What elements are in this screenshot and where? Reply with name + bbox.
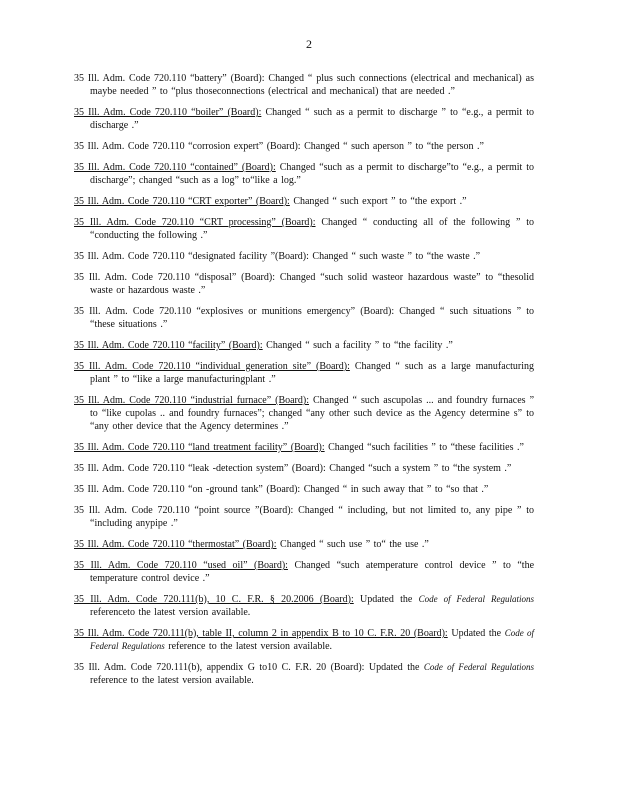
change-entry [74, 216, 534, 242]
entry-text: Updated the [368, 662, 420, 673]
entry-citation: 35 Ill. Adm. Code 720.111(b), table II, column 2 in appendix B to 10 C. F.R. 20 (Board): [74, 628, 448, 639]
change-entry [74, 504, 534, 530]
entry-citation: 35 Ill. Adm. Code 720.111(b), 10 C. F.R. § 20.2006 (Board): [74, 594, 354, 605]
change-entry [74, 72, 534, 98]
change-entry [74, 593, 534, 619]
entry-text: Changed “ such a facility ” to “the facility .” [266, 340, 453, 351]
entry-text: Changed “ plus such connections (electrical and mechanical) as maybe needed ” to “plus thoseconnections (electrical and mechanical) that are needed .” [90, 73, 534, 97]
entry-citation: 35 Ill. Adm. Code 720.110 “industrial furnace” (Board): [74, 395, 309, 406]
entry-text: Changed “ such export ” to “the export .” [293, 196, 467, 207]
entry-text: Changed “ in such away that ” to “so that .” [303, 484, 489, 495]
change-entry [74, 140, 534, 153]
entry-citation: 35 Ill. Adm. Code 720.110 “contained” (Board): [74, 162, 276, 173]
entry-citation: 35 Ill. Adm. Code 720.110 “CRT exporter” (Board): [74, 196, 290, 207]
page-number: 2 [306, 37, 312, 51]
change-entry [74, 161, 534, 187]
regulation-title: Code of Federal Regulations [418, 594, 535, 604]
entry-citation: 35 Ill. Adm. Code 720.110 “on -ground tank” (Board): [74, 484, 301, 495]
entry-citation: 35 Ill. Adm. Code 720.110 “thermostat” (Board): [74, 539, 277, 550]
change-entry [74, 441, 534, 454]
entry-citation: 35 Ill. Adm. Code 720.110 “explosives or munitions emergency” (Board): [74, 306, 395, 317]
entry-text: Changed “ such aperson ” to “the person .” [304, 141, 484, 152]
entry-text: Changed “ conducting all of the following ” to “conducting the following .” [90, 217, 535, 241]
entry-citation: 35 Ill. Adm. Code 720.110 “leak -detection system” (Board): [74, 463, 326, 474]
entry-text: Changed “such a system ” to “the system .” [329, 463, 512, 474]
entry-text-tail: referenceto the latest version available. [90, 607, 251, 618]
entry-citation: 35 Ill. Adm. Code 720.110 “corrosion expert” (Board): [74, 141, 301, 152]
entry-citation: 35 Ill. Adm. Code 720.110 “disposal” (Board): [74, 272, 275, 283]
entry-citation: 35 Ill. Adm. Code 720.110 “designated facility ”(Board): [74, 251, 309, 262]
change-entry [74, 483, 534, 496]
entry-text-tail: reference to the latest version available. [168, 641, 333, 652]
entry-text: Changed “ such situations ” to “these situations .” [90, 306, 535, 330]
entry-citation: 35 Ill. Adm. Code 720.110 “point source ”(Board): [74, 505, 294, 516]
change-entry [74, 538, 534, 551]
change-entry [74, 106, 534, 132]
entry-citation: 35 Ill. Adm. Code 720.110 “boiler” (Board): [74, 107, 262, 118]
entry-text: Changed “such solid wasteor hazardous waste” to “thesolid waste or hazardous waste .” [90, 272, 535, 296]
change-entry [74, 305, 534, 331]
entry-text-tail: reference to the latest version available. [90, 675, 254, 686]
entry-text: Changed “such atemperature control device ” to “the temperature control device .” [90, 560, 535, 584]
entry-citation: 35 Ill. Adm. Code 720.110 “individual generation site” (Board): [74, 361, 350, 372]
entry-text: Changed “ such waste ” to “the waste .” [312, 251, 481, 262]
change-entry [74, 661, 534, 687]
entry-text: Changed “ such ascupolas ... and foundry furnaces ” to “like cupolas .. and foundry furnaces”; changed “any other such device as the Agency determine s” to “any other device that the Agency determines .” [90, 395, 535, 432]
change-entry [74, 360, 534, 386]
entry-citation: 35 Ill. Adm. Code 720.110 “used oil” (Board): [74, 560, 288, 571]
entry-citation: 35 Ill. Adm. Code 720.110 “CRT processing” (Board): [74, 217, 316, 228]
entry-text: Changed “ such as a large manufacturing plant ” to “like a large manufacturingplant .” [90, 361, 535, 385]
change-list [74, 72, 534, 695]
entry-text: Updated the [451, 628, 502, 639]
entry-citation: 35 Ill. Adm. Code 720.111(b), appendix G to10 C. F.R. 20 (Board): [74, 662, 365, 673]
change-entry [74, 271, 534, 297]
change-entry [74, 559, 534, 585]
entry-text: Changed “such as a permit to discharge”to “e.g., a permit to discharge”; changed “such as a log” to“like a log.” [90, 162, 535, 186]
entry-text: Changed “such facilities ” to “these facilities .” [328, 442, 524, 453]
change-entry [74, 195, 534, 208]
entry-text: Changed “ such as a permit to discharge ” to “e.g., a permit to discharge .” [90, 107, 535, 131]
change-entry [74, 339, 534, 352]
entry-citation: 35 Ill. Adm. Code 720.110 “battery” (Board): [74, 73, 265, 84]
change-entry [74, 462, 534, 475]
change-entry [74, 250, 534, 263]
regulation-title: Code of Federal Regulations [90, 628, 535, 651]
entry-text: Changed “ such use ” to“ the use .” [280, 539, 429, 550]
entry-citation: 35 Ill. Adm. Code 720.110 “facility” (Board): [74, 340, 263, 351]
entry-citation: 35 Ill. Adm. Code 720.110 “land treatment facility” (Board): [74, 442, 325, 453]
change-entry [74, 627, 534, 653]
entry-text: Changed “ including, but not limited to, any pipe ” to “including anypipe .” [90, 505, 535, 529]
regulation-title: Code of Federal Regulations [423, 662, 535, 672]
entry-text: Updated the [359, 594, 413, 605]
change-entry [74, 394, 534, 433]
